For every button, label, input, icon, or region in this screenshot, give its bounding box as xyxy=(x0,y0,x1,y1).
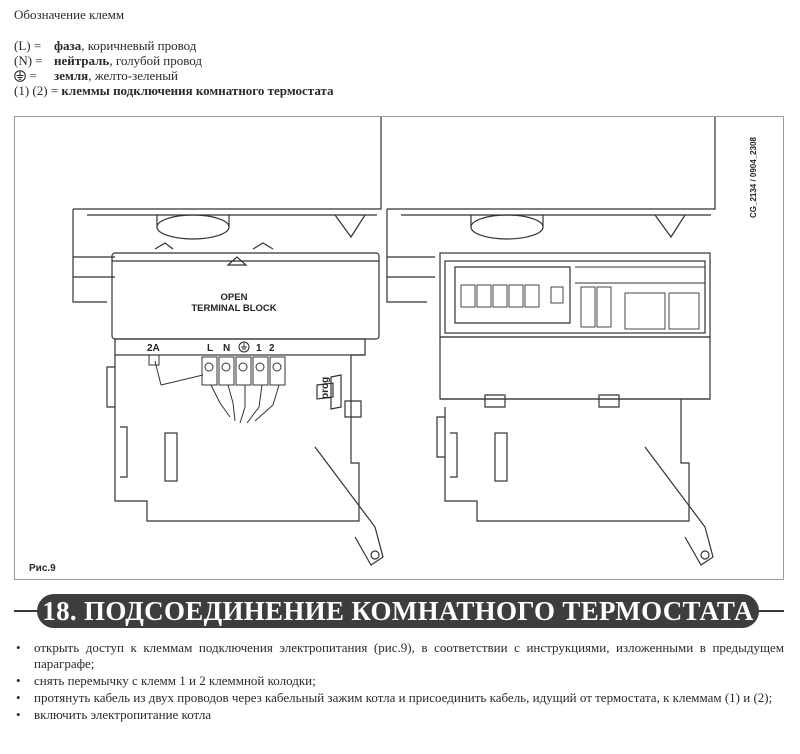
legend-row-ground xyxy=(14,68,178,83)
bullet-icon: • xyxy=(16,707,21,722)
section-heading xyxy=(14,594,784,628)
legend-desc: , голубой провод xyxy=(109,53,203,68)
list-item: • открыть доступ к клеммам подключения электропитания (рис.9), в соответствии с инструкциями, изложенными в предыдущем параграфе; xyxy=(16,640,784,671)
legend-term: клеммы подключения комнатного термостата xyxy=(61,83,334,98)
legend-row-phase xyxy=(14,38,196,53)
legend-term: фаза xyxy=(54,38,82,53)
label-terminal-block: TERMINAL BLOCK xyxy=(191,303,277,314)
legend-row-thermostat xyxy=(14,83,334,98)
list-item: • включить электропитание котла xyxy=(16,707,212,722)
figure-caption: Рис.9 xyxy=(29,563,56,574)
legend-row-neutral xyxy=(14,53,202,68)
ground-icon xyxy=(14,70,26,82)
bullet-icon: • xyxy=(16,673,21,688)
legend-code: (N) = xyxy=(14,53,43,68)
legend-desc: , желто-зеленый xyxy=(88,68,178,83)
legend-code: (1) (2) = xyxy=(14,83,59,98)
list-item: • снять перемычку с клемм 1 и 2 клеммной колодки; xyxy=(16,673,316,688)
boiler-wiring-drawing xyxy=(15,117,785,581)
bullet-icon: • xyxy=(16,640,21,655)
label-n: N xyxy=(223,343,231,354)
list-item: • протянуть кабель из двух проводов через кабельный зажим котла и присоединить кабель, идущий от термостата, к клеммам (1) и (2); xyxy=(16,690,773,705)
figure-9 xyxy=(14,116,784,580)
instruction-list xyxy=(14,640,784,724)
legend-term: нейтраль xyxy=(54,53,110,68)
label-1: 1 xyxy=(256,343,262,354)
legend-term: земля xyxy=(54,68,89,83)
label-prog: prog xyxy=(320,376,331,399)
legend-code-ground: = xyxy=(14,68,54,83)
label-open: OPEN xyxy=(220,292,248,303)
legend-code: (L) = xyxy=(14,38,42,53)
label-2: 2 xyxy=(269,343,275,354)
section-title: 18. ПОДСОЕДИНЕНИЕ КОМНАТНОГО ТЕРМОСТАТА xyxy=(37,594,759,628)
legend-title: Обозначение клемм xyxy=(14,7,125,22)
figure-code-text: CG_2134 / 0904_2308 xyxy=(749,137,758,218)
legend-desc: , коричневый провод xyxy=(81,38,197,53)
label-fuse: 2A xyxy=(147,343,160,354)
ground-terminal-icon xyxy=(239,342,249,352)
label-l: L xyxy=(207,343,214,354)
figure-code xyxy=(746,118,760,228)
bullet-icon: • xyxy=(16,690,21,705)
